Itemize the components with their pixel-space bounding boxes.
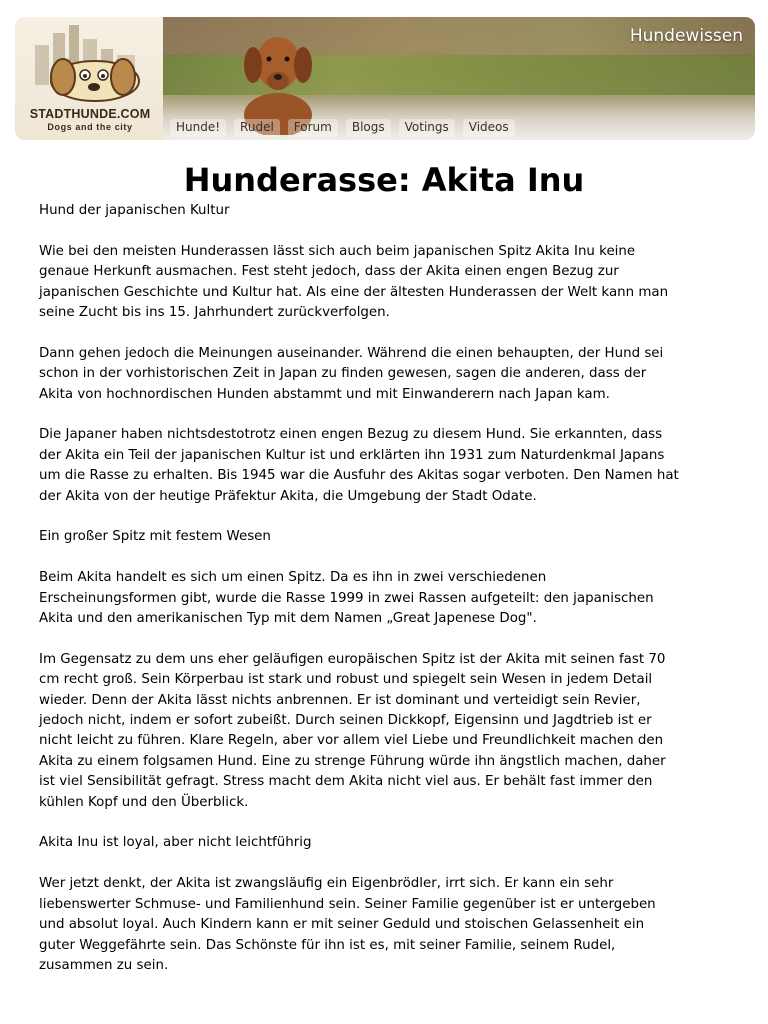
nav-rudel[interactable]: Rudel (234, 119, 280, 137)
nav-hunde[interactable]: Hunde! (170, 119, 226, 137)
site-logo[interactable] (15, 17, 163, 140)
main-nav (170, 119, 521, 137)
nav-blogs[interactable]: Blogs (346, 119, 391, 137)
dog-photo-icon (223, 17, 333, 135)
section-heading: Akita Inu ist loyal, aber nicht leichtführig (39, 835, 312, 851)
section-heading: Hund der japanischen Kultur (39, 203, 230, 218)
paragraph: Im Gegensatz zu dem uns eher geläufigen europäischen Spitz ist der Akita mit seinen fast 70 cm recht groß. Sein Körperbau ist stark und robust und spiegelt sein Wesen in jedem Detail wieder. Denn der Akita lässt nichts anbrennen. Er ist dominant und verteidigt sein Revier, jedoch nicht, indem er sofort zubeißt. Durch seinen Dickkopf, Eigensinn und Jagdtrieb ist er nicht leicht zu führen. Klare Regeln, aber vor allem viel Liebe und Freundlichkeit machen den Akita zu einem folgsamen Hund. Eine zu strenge Führung würde ihn ängstlich machen, daher ist viel Sensibilität gefragt. Stress macht dem Akita nicht viel aus. Er behält fast immer den kühlen Kopf und den Überblick. (39, 651, 666, 810)
logo-text: STADTHUNDE.COM (29, 107, 151, 121)
page-title: Hunderasse: Akita Inu (183, 161, 585, 200)
logo-tagline: Dogs and the city (47, 122, 133, 132)
nav-videos[interactable]: Videos (463, 119, 515, 137)
nav-votings[interactable]: Votings (399, 119, 455, 137)
city-dog-logo-icon (25, 25, 151, 103)
paragraph: Wie bei den meisten Hunderassen lässt sich auch beim japanischen Spitz Akita Inu keine genaue Herkunft ausmachen. Fest steht jedoch, dass der Akita einen engen Bezug zur japanischen Geschichte und Kultur hat. Als eine der ältesten Hunderassen der Welt kann man seine Zucht bis ins 15. Jahrhundert zurückverfolgen. (39, 243, 669, 321)
nav-forum[interactable]: Forum (288, 119, 338, 137)
site-banner (15, 17, 755, 140)
section-heading: Ein großer Spitz mit festem Wesen (39, 529, 271, 545)
section-label: Hundewissen (629, 26, 743, 46)
paragraph: Dann gehen jedoch die Meinungen auseinander. Während die einen behaupten, der Hund sei schon in der vorhistorischen Zeit in Japan zu finden gewesen, sagen die anderen, dass der Akita von hochnordischen Hunden abstammt und mit Einwanderern nach Japan kam. (39, 345, 664, 402)
article-body (39, 201, 679, 997)
paragraph: Beim Akita handelt es sich um einen Spitz. Da es ihn in zwei verschiedenen Erscheinungsformen gibt, wurde die Rasse 1999 in zwei Rassen aufgeteilt: den japanischen Akita und den amerikanischen Typ mit dem Namen „Great Japenese Dog". (39, 570, 654, 627)
paragraph: Die Japaner haben nichtsdestotrotz einen engen Bezug zu diesem Hund. Sie erkannten, dass der Akita ein Teil der japanischen Kultur ist und erklärten ihn 1931 zum Naturdenkmal Japans um die Rasse zu erhalten. Bis 1945 war die Ausfuhr des Akitas sogar verboten. Den Namen hat der Akita von der heutige Präfektur Akita, die Umgebung der Stadt Odate. (39, 427, 679, 504)
paragraph: Wer jetzt denkt, der Akita ist zwangsläufig ein Eigenbrödler, irrt sich. Er kann ein sehr liebenswerter Schmuse- und Familienhund sein. Seiner Familie gegenüber ist er untergeben und absolut loyal. Auch Kindern kann er mit seiner Geduld und stoischen Gelassenheit ein guter Weggefährte sein. Das Schönste für ihn ist es, mit seiner Familie, seinem Rudel, zusammen zu sein. (39, 876, 656, 973)
